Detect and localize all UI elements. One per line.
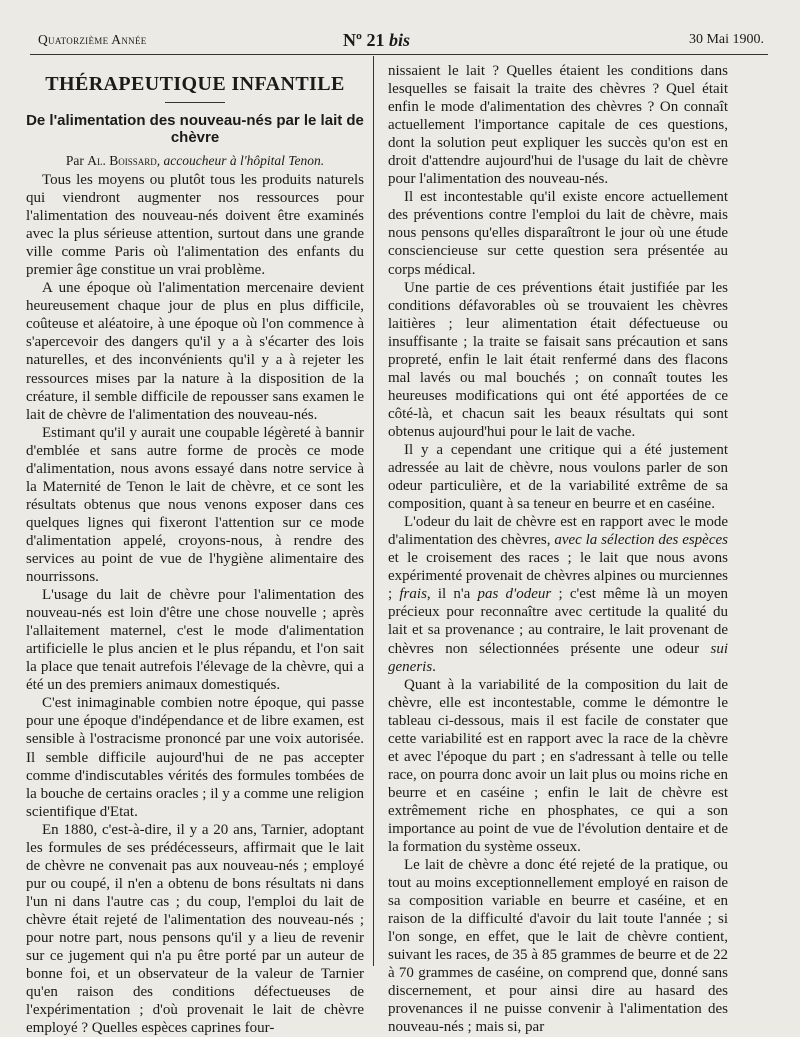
header-rule [30,54,768,55]
year-label: Quatorzième Année [38,32,147,47]
italic-run: frais [399,586,427,603]
paragraph: Le lait de chèvre a donc été rejeté de la pratique, ou tout au moins exceptionnellement employé en raison de sa composition variable en beurre et caséine, et en raison de la difficulté d'avoir du lait toute l'année ; si l'on songe, en effet, que le lait de chèvre contient, suivant les races, de 35 à 85 grammes de beurre et de 22 à 70 grammes de caséine, on comprend que, donné sans discernement, et pour ainsi dire au hasard des provenances il ne puisse convenir à l'alimentation des nouveau-nés ; mais si, par [388,857,728,1036]
text-run: ; c'est même là un moyen précieux pour reconnaître avec certitude la qualité du lait et sa provenance ; au contraire, le lait provenant de chèvres non sélectionnées présente une odeur [388,586,729,657]
paragraph: A une époque où l'alimentation mercenaire devient heureusement chaque jour de plus en plus difficile, coûteuse et aléatoire, à une époque où l'on commence à s'apercevoir des dangers qu'il y a à s'écarter des lois naturelles, et des inconvénients qu'il y a à rejeter les ressources mises par la nature à la disposition de la créature, il semble difficile de repousser sans examen le lait de chèvre de l'alimentation des nouveau-nés. [26,280,364,423]
byline [26,152,364,169]
text-run: . [432,658,436,675]
right-column [388,62,728,1037]
byline-author: Al. Boissard [87,153,157,168]
italic-run: avec la sélection des espèces [554,532,728,549]
issue-number [343,30,410,51]
section-title: THÉRAPEUTIQUE INFANTILE [45,73,345,95]
paragraph: Tous les moyens ou plutôt tous les produits naturels qui viendront augmenter nos ressources pour l'alimentation des nouveau-nés doivent être examinés avec la plus sérieuse attention, surtout dans une grande ville comme Paris où l'alimentation des enfants du premier âge constitue un vrai problème. [26,172,364,279]
issue-number-main: Nº 21 [343,30,385,50]
italic-run: sui generis [388,640,728,675]
byline-role: , accoucheur à l'hôpital Tenon. [156,153,325,168]
paragraph: Estimant qu'il y aurait une coupable légèreté à bannir d'emblée et sans autre forme de procès ce mode d'alimentation, nous avons essayé dans notre service à la Maternité de Tenon le lait de chèvre, et ce sont les résultats obtenus que nous venons exposer dans ces quelques lignes qui fixeront l'attention sur ce mode d'alimentation appelé, croyons-nous, à rendre des services au point de vue de l'hygiène alimentaire des nourrissons. [26,424,364,586]
paragraph: Quant à la variabilité de la composition du lait de chèvre, elle est incontestable, comme le démontre le tableau ci-dessous, mais il est facile de constater que cette variabilité est en rapport avec la race de la chèvre et avec l'époque du part ; en s'adressant à telle ou telle race, on pourra donc avoir un lait plus ou moins riche en beurre et en caséine ; enfin le lait de chèvre est extrêmement riche en phosphates, ce qui a son importance au point de vue de l'évolution dentaire et de la formation du système osseux. [388,676,728,856]
paragraph [388,513,728,675]
issue-number-bis: bis [388,30,410,50]
issue-date: 30 Mai 1900. [688,32,764,47]
paragraph-continued: nissaient le lait ? Quelles étaient les conditions dans lesquelles se faisait la traite des chèvres ? Quel était enfin le mode d'alimentation des chèvres ? On connaît actuellement l'importance capitale de ces questions, dont la solution peut expliquer les succès qu'on est en droit d'attendre aujourd'hui de l'usage du lait de chèvre pour l'alimentation des nouveau-nés. [388,63,728,188]
italic-run: pas d'odeur [477,586,552,603]
article-title: De l'alimentation des nouveau-nés par le lait de chèvre [26,112,364,146]
paragraph: En 1880, c'est-à-dire, il y a 20 ans, Tarnier, adoptant les formules de ses prédécesseurs, affirmait que le lait de chèvre ne convenait pas aux nouveau-nés ; employé pur ou coupé, il n'en a obtenu de bons résultats ni dans l'un ni dans l'autre cas ; du coup, l'emploi du lait de chèvre était rejeté de l'alimentation des nouveau-nés ; pour notre part, nous pensons qu'il y a lieu de revenir sur ce jugement qui n'a pu être porté par un auteur de bonne foi, et un observateur de la valeur de Tarnier qu'en raison des conditions défectueuses de l'expérimentation ; d'où provenait le lait de chèvre employé ? Quelles espèces caprines four- [26,821,364,1037]
title-rule [165,102,225,103]
column-divider [373,56,374,966]
text-run: L'odeur du lait de chèvre est en rapport avec le mode d'alimentation des chèvres, [388,514,728,549]
paragraph: C'est inimaginable combien notre époque, qui passe pour une époque d'indépendance et de libre examen, est sensible à l'ostracisme prononcé par une voix autorisée. Il semble difficile aujourd'hui de ne pas accepter comme d'indiscutables vérités des formules tombées de la bouche de certains oracles ; il y a comme une religion scientifique d'Etat. [26,695,364,820]
page-header [38,30,764,52]
left-column [26,62,364,1037]
byline-prefix: Par [65,153,84,168]
paragraph: Il est incontestable qu'il existe encore actuellement des préventions contre l'emploi du lait de chèvre, mais nous pensons qu'elles disparaîtront le jour où une étude consciencieuse sur cette question sera présentée au corps médical. [388,189,728,278]
paragraph: L'usage du lait de chèvre pour l'alimentation des nouveau-nés est loin d'être une chose nouvelle ; après l'allaitement maternel, c'est le mode d'alimentation artificielle le plus ancien et le plus répandu, et l'on sait la place que tenait autrefois l'élevage de la chèvre, qui a été un des premiers animaux domestiqués. [26,587,364,694]
text-run: et le croisement des races ; le lait que nous avons expérimenté provenait de chèvres alpines ou murciennes ; [388,550,728,603]
paragraph: Il y a cependant une critique qui a été justement adressée au lait de chèvre, nous voulons parler de son odeur particulière, et de la variabilité extrême de sa composition, quant à sa teneur en beurre et en caséine. [388,441,728,513]
paragraph: Une partie de ces préventions était justifiée par les conditions défavorables où se trouvaient les chèvres laitières ; leur alimentation était défectueuse ou insuffisante ; la traite se faisait sans précaution et sans propreté, enfin le lait était renfermé dans des flacons mal lavés ou mal bouchés ; on connaît toutes les heureuses modifications qui ont été apportées de ce côté-là, et chacun sait les beaux résultats qui sont obtenus aujourd'hui pour le lait de vache. [388,279,728,440]
text-run: , il n'a [426,586,471,603]
